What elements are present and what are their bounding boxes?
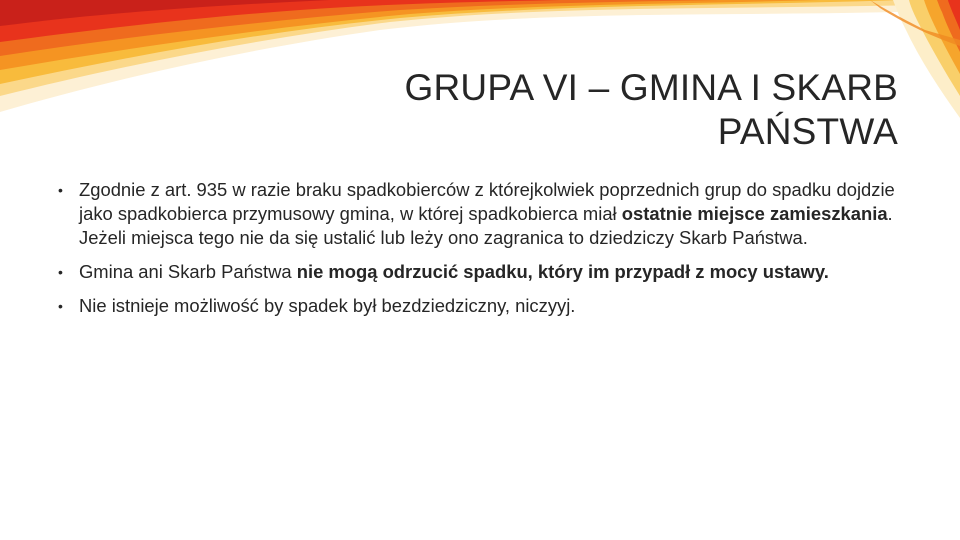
bullet-item (58, 178, 904, 250)
bullet-emphasis: nie mogą odrzucić spadku, który im przypadł z mocy ustawy. (296, 261, 829, 282)
slide-title (198, 66, 898, 154)
bullet-glyph: • (58, 182, 63, 198)
bullet-item (58, 294, 904, 318)
bullet-text: . Jeżeli miejsca tego nie da się ustalić lub leży ono zagranica to dziedziczy Skarb Państwa. (79, 203, 893, 248)
bullet-glyph: • (58, 298, 63, 314)
bullet-text: Zgodnie z art. 935 w razie braku spadkobierców z którejkolwiek poprzednich grup do spadku dojdzie jako spadkobierca przymusowy gmina, w której spadkobierca miał (79, 179, 895, 224)
bullet-glyph: • (58, 264, 63, 280)
slide-title-line-2: PAŃSTWA (717, 111, 898, 152)
slide-title-line-1: GRUPA VI – GMINA I SKARB (404, 67, 898, 108)
bullet-item (58, 260, 904, 284)
bullet-emphasis: ostatnie miejsce zamieszkania (621, 203, 888, 224)
bullet-text: Nie istnieje możliwość by spadek był bezdziedziczny, niczyyj. (79, 295, 576, 316)
bullet-text: Gmina ani Skarb Państwa (79, 261, 297, 282)
bullet-list (58, 178, 904, 328)
